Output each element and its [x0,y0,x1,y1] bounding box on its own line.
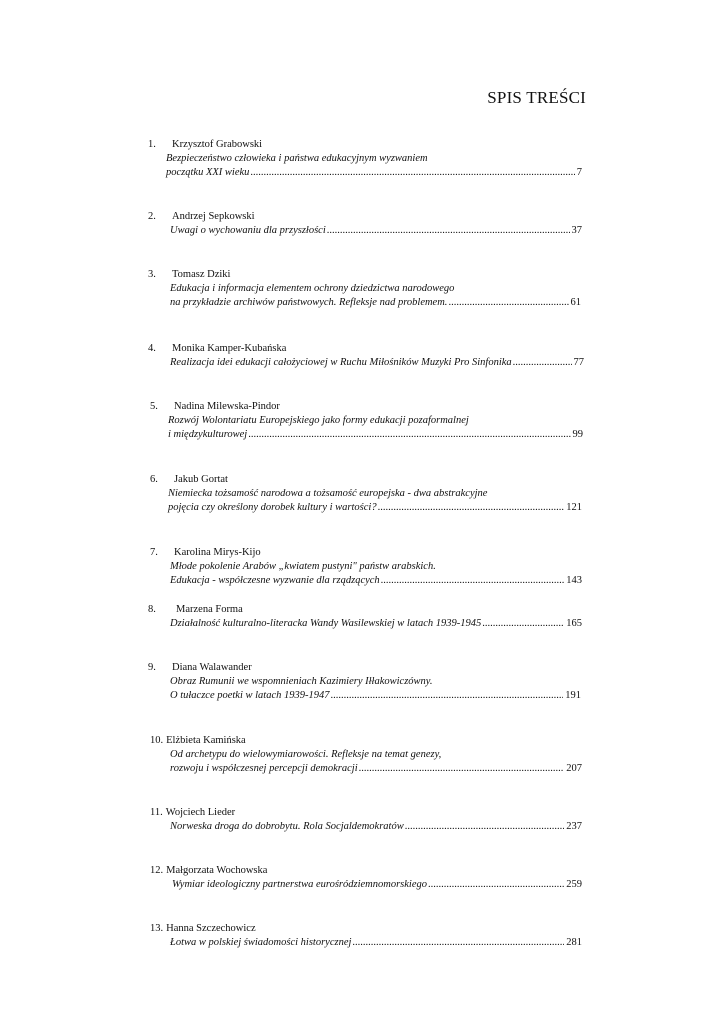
entry-title-last-line [170,762,582,776]
dot-leader [428,878,564,892]
entry-author: Nadina Milewska-Pindor [174,401,280,412]
entry-author: Monika Kamper-Kubańska [172,343,287,354]
entry-title-text: pojęcia czy określony dorobek kultury i wartości? [168,502,377,513]
entry-title-text: Edukacja - współczesne wyzwanie dla rządzących [170,575,380,586]
entry-title-last-line [170,356,584,370]
page-number: 61 [570,297,581,308]
entry-heading [148,268,231,282]
page-number: 37 [571,225,582,236]
entry-title-text: Wymiar ideologiczny partnerstwa eurośródziemnomorskiego [172,879,427,890]
entry-title-last-line [166,166,582,180]
entry-title-text: Rozwój Wolontariatu Europejskiego jako formy edukacji pozaformalnej [168,415,469,426]
entry-title-text: Młode pokolenie Arabów „kwiatem pustyni" państw arabskich. [170,561,436,572]
page-number: 99 [572,429,583,440]
entry-title-line [170,748,441,762]
entry-title-last-line [170,936,582,950]
entry-number: 3. [148,269,156,280]
entry-heading [148,210,255,224]
entry-title-line [170,560,436,574]
dot-leader [352,936,564,950]
entry-title-text: Bezpieczeństwo człowieka i państwa edukacyjnym wyzwaniem [166,153,428,164]
entry-title-text: Łotwa w polskiej świadomości historycznej [170,937,352,948]
entry-number: 12. [150,865,164,876]
dot-leader [482,617,564,631]
entry-author: Małgorzata Wochowska [166,865,268,876]
dot-leader [250,166,574,180]
entry-title-last-line [172,878,582,892]
entry-heading [150,400,280,414]
entry-title-line [170,675,433,689]
entry-number: 8. [148,604,156,615]
entry-number: 1. [148,139,156,150]
entry-title-text: rozwoju i współczesnej percepcji demokracji [170,763,358,774]
entry-title-text: Obraz Rumunii we wspomnieniach Kazimiery Iłłakowiczówny. [170,676,433,687]
entry-title-last-line [170,820,582,834]
page-number: 207 [566,763,582,774]
dot-leader [327,224,570,238]
entry-heading [148,603,243,617]
page-number: 165 [566,618,582,629]
entry-number: 6. [150,474,158,485]
entry-author: Marzena Forma [176,604,243,615]
entry-title-text: Edukacja i informacja elementem ochrony dziedzictwa narodowego [170,283,455,294]
entry-title-line [168,414,469,428]
entry-title-text: Od archetypu do wielowymiarowości. Refleksje na temat genezy, [170,749,442,760]
page-number: 281 [566,937,582,948]
entry-heading [148,342,287,356]
entry-heading [150,864,267,878]
page-number: 191 [565,690,581,701]
entry-number: 9. [148,662,156,673]
entry-title-text: O tułaczce poetki w latach 1939-1947 [170,690,330,701]
entry-title-last-line [170,224,582,238]
dot-leader [381,574,565,588]
entry-author: Elżbieta Kamińska [166,735,246,746]
entry-number: 4. [148,343,156,354]
entry-number: 10. [150,735,164,746]
dot-leader [513,356,572,370]
entry-author: Wojciech Lieder [165,807,236,818]
page-number: 143 [566,575,582,586]
entry-title-line [168,487,487,501]
entry-heading [148,138,263,152]
dot-leader [378,501,565,515]
entry-heading [150,922,256,936]
entry-title-line [170,282,454,296]
entry-title-last-line [170,574,582,588]
entry-author: Jakub Gortat [174,474,228,485]
entry-title-last-line [168,501,582,515]
dot-leader [248,428,570,442]
dot-leader [405,820,565,834]
entry-heading [150,473,228,487]
entry-title-text: Realizacja idei edukacji całożyciowej w Ruchu Miłośników Muzyki Pro Sinfonika [170,357,512,368]
entry-title-last-line [168,428,583,442]
entry-title-text: Uwagi o wychowaniu dla przyszłości [170,225,326,236]
entry-author: Andrzej Sepkowski [172,211,255,222]
page-number: 77 [573,357,584,368]
entry-author: Karolina Mirys-Kijo [174,547,261,558]
dot-leader [448,296,568,310]
entry-author: Krzysztof Grabowski [172,139,263,150]
entry-title-last-line [170,296,581,310]
entry-title-text: początku XXI wieku [166,167,250,178]
page-title: SPIS TREŚCI [487,88,586,107]
entry-title-text: Działalność kulturalno-literacka Wandy Wasilewskiej w latach 1939-1945 [170,618,482,629]
entry-title-line [166,152,428,166]
page-number: 7 [576,167,582,178]
entry-heading [150,806,235,820]
entry-author: Diana Walawander [172,662,252,673]
dot-leader [359,762,565,776]
entry-title-last-line [170,617,582,631]
entry-number: 5. [150,401,158,412]
page-number: 121 [566,502,582,513]
entry-number: 13. [150,923,164,934]
entry-title-text: Norweska droga do dobrobytu. Rola Socjaldemokratów [170,821,404,832]
entry-author: Hanna Szczechowicz [166,923,256,934]
entry-number: 7. [150,547,158,558]
entry-heading [150,546,261,560]
entry-author: Tomasz Dziki [172,269,231,280]
entry-title-text: na przykładzie archiwów państwowych. Refleksje nad problemem. [170,297,448,308]
entry-heading [150,734,246,748]
page-number: 237 [566,821,582,832]
entry-title-text: Niemiecka tożsamość narodowa a tożsamość europejska - dwa abstrakcyjne [168,488,488,499]
entry-title-text: i międzykulturowej [168,429,248,440]
entry-number: 2. [148,211,156,222]
entry-number: 11. [150,807,163,818]
entry-title-last-line [170,689,581,703]
dot-leader [331,689,564,703]
page-number: 259 [566,879,582,890]
entry-heading [148,661,252,675]
